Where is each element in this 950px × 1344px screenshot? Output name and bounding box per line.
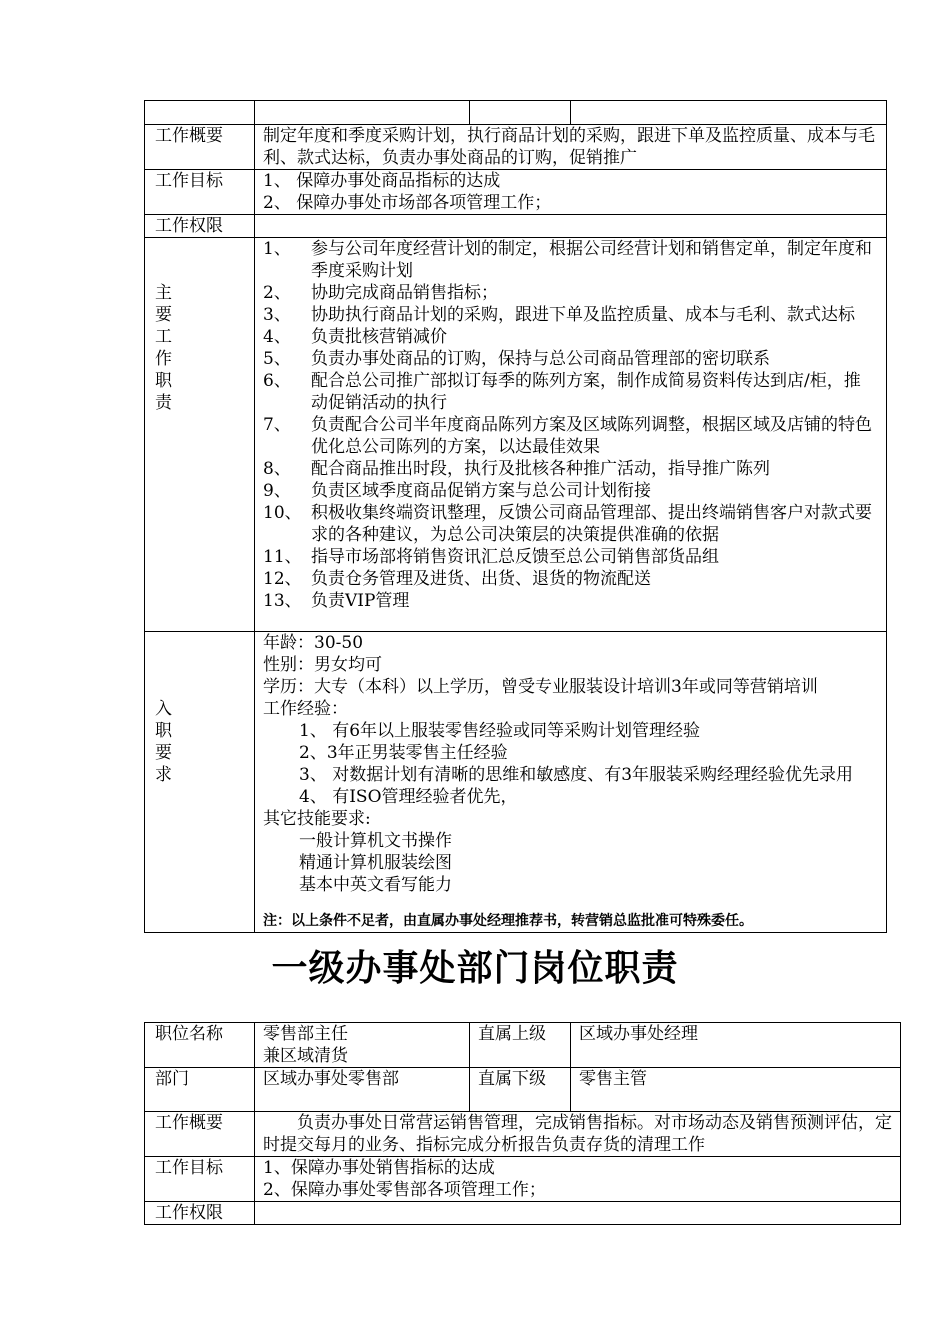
table-row xyxy=(145,1202,901,1225)
position-value xyxy=(255,1023,470,1068)
label-char: 求 xyxy=(155,765,172,785)
duty-number: 7、 xyxy=(263,415,291,435)
duty-text: 参与公司年度经营计划的制定，根据公司经营计划和销售定单，制定年度和季度采购计划 xyxy=(311,239,872,281)
table-row xyxy=(145,215,887,238)
duty-number: 8、 xyxy=(263,459,291,479)
label-char: 要 xyxy=(155,743,172,763)
list-item xyxy=(263,458,876,480)
duty-text: 协助执行商品计划的采购，跟进下单及监控质量、成本与毛利、款式达标 xyxy=(311,305,855,325)
goal-item: 1、保障办事处销售指标的达成 xyxy=(263,1158,495,1178)
req-education: 学历：大专（本科）以上学历，曾受专业服装设计培训3年或同等营销培训 xyxy=(263,677,818,697)
duty-text: 配合商品推出时段，执行及批核各种推广活动，指导推广陈列 xyxy=(311,459,770,479)
overview-text: 制定年度和季度采购计划，执行商品计划的采购，跟进下单及监控质量、成本与毛利、款式达标，负责办事处商品的订购，促销推广 xyxy=(255,125,887,170)
duty-text: 负责VIP管理 xyxy=(311,591,410,611)
superior-value: 区域办事处经理 xyxy=(571,1023,901,1068)
table-row xyxy=(145,1068,901,1112)
duty-number: 1、 xyxy=(263,239,291,259)
label-char: 工 xyxy=(155,327,172,347)
duty-text: 配合总公司推广部拟订每季的陈列方案，制作成简易资料传达到店/柜，推动促销活动的执行 xyxy=(311,371,861,413)
goal-item: 1、 保障办事处商品指标的达成 xyxy=(263,171,501,191)
list-item: 一般计算机文书操作 xyxy=(299,831,452,851)
subordinate-value: 零售主管 xyxy=(571,1068,901,1112)
goals-cell xyxy=(255,1157,901,1202)
requirements-cell xyxy=(255,632,887,933)
duty-text: 负责批核营销减价 xyxy=(311,327,447,347)
department-value: 区域办事处零售部 xyxy=(255,1068,470,1112)
duty-number: 13、 xyxy=(263,591,302,611)
duty-text: 负责仓务管理及进货、出货、退货的物流配送 xyxy=(311,569,651,589)
list-item xyxy=(263,546,876,568)
label-char: 主 xyxy=(155,283,172,303)
duty-text: 负责办事处商品的订购，保持与总公司商品管理部的密切联系 xyxy=(311,349,770,369)
empty-cell xyxy=(145,101,255,125)
duty-text: 指导市场部将销售资讯汇总反馈至总公司销售部货品组 xyxy=(311,547,719,567)
list-item: 精通计算机服装绘图 xyxy=(299,853,452,873)
duty-number: 6、 xyxy=(263,371,291,391)
section-heading: 一级办事处部门岗位职责 xyxy=(271,948,679,989)
duty-number: 3、 xyxy=(263,305,291,325)
table-row xyxy=(145,125,887,170)
label-char: 入 xyxy=(155,699,172,719)
list-item xyxy=(263,282,876,304)
goal-item: 2、 保障办事处市场部各项管理工作； xyxy=(263,193,552,213)
table-row xyxy=(145,238,887,632)
duty-number: 5、 xyxy=(263,349,291,369)
list-item xyxy=(263,326,876,348)
list-item: 1、 有6年以上服装零售经验或同等采购计划管理经验 xyxy=(299,721,701,741)
duty-number: 9、 xyxy=(263,481,291,501)
req-skills-title: 其它技能要求: xyxy=(263,809,371,829)
list-item xyxy=(263,502,876,546)
goals-cell xyxy=(255,170,887,215)
authority-value xyxy=(255,215,887,238)
duty-number: 2、 xyxy=(263,283,291,303)
duties-label xyxy=(145,238,255,632)
list-item xyxy=(263,590,876,612)
duty-number: 10、 xyxy=(263,503,302,523)
duty-number: 12、 xyxy=(263,569,302,589)
subordinate-label: 直属下级 xyxy=(470,1068,571,1112)
position-label: 职位名称 xyxy=(145,1023,255,1068)
goals-label: 工作目标 xyxy=(145,170,255,215)
authority-label: 工作权限 xyxy=(145,215,255,238)
list-item xyxy=(263,480,876,502)
position-line: 零售部主任 xyxy=(263,1024,348,1044)
goals-label: 工作目标 xyxy=(145,1157,255,1202)
table-row xyxy=(145,170,887,215)
superior-label: 直属上级 xyxy=(470,1023,571,1068)
overview-text: 负责办事处日常营运销售管理，完成销售指标。对市场动态及销售预测评估，定时提交每月的业务、指标完成分析报告负责存货的清理工作 xyxy=(255,1112,901,1157)
label-char: 作 xyxy=(155,349,172,369)
list-item xyxy=(263,304,876,326)
empty-cell xyxy=(255,101,470,125)
table-row xyxy=(145,1023,901,1068)
duty-text: 协助完成商品销售指标； xyxy=(311,283,498,303)
list-item xyxy=(263,414,876,458)
empty-cell xyxy=(470,101,571,125)
department-label: 部门 xyxy=(145,1068,255,1112)
position-line: 兼区域清货 xyxy=(263,1046,348,1066)
goal-item: 2、保障办事处零售部各项管理工作； xyxy=(263,1180,546,1200)
req-note: 注：以上条件不足者，由直属办事处经理推荐书，转营销总监批准可特殊委任。 xyxy=(263,913,753,929)
overview-label: 工作概要 xyxy=(145,125,255,170)
job-table-1 xyxy=(144,100,887,933)
table-row xyxy=(145,632,887,933)
table-row xyxy=(145,1157,901,1202)
authority-value xyxy=(255,1202,901,1225)
duty-number: 4、 xyxy=(263,327,291,347)
list-item xyxy=(263,370,876,414)
duty-text: 积极收集终端资讯整理，反馈公司商品管理部、提出终端销售客户对款式要求的各种建议，为总公司决策层的决策提供准确的依据 xyxy=(311,503,872,545)
label-char: 职 xyxy=(155,721,172,741)
duty-text: 负责区域季度商品促销方案与总公司计划衔接 xyxy=(311,481,651,501)
list-item: 基本中英文看写能力 xyxy=(299,875,452,895)
duty-text: 负责配合公司半年度商品陈列方案及区域陈列调整，根据区域及店铺的特色优化总公司陈列的方案，以达最佳效果 xyxy=(311,415,872,457)
label-char: 要 xyxy=(155,305,172,325)
list-item: 4、 有ISO管理经验者优先， xyxy=(299,787,518,807)
authority-label: 工作权限 xyxy=(145,1202,255,1225)
requirements-label xyxy=(145,632,255,933)
list-item xyxy=(263,238,876,282)
req-age: 年龄：30-50 xyxy=(263,633,364,653)
list-item xyxy=(263,568,876,590)
empty-cell xyxy=(571,101,887,125)
job-table-2 xyxy=(144,1022,901,1225)
label-char: 职 xyxy=(155,371,172,391)
list-item xyxy=(263,348,876,370)
overview-label: 工作概要 xyxy=(145,1112,255,1157)
list-item: 2、3年正男装零售主任经验 xyxy=(299,743,508,763)
list-item: 3、 对数据计划有清晰的思维和敏感度、有3年服装采购经理经验优先录用 xyxy=(299,765,854,785)
table-row xyxy=(145,101,887,125)
label-char: 责 xyxy=(155,393,172,413)
duty-number: 11、 xyxy=(263,547,302,567)
table-row xyxy=(145,1112,901,1157)
duties-list xyxy=(255,238,887,632)
req-gender: 性别：男女均可 xyxy=(263,655,382,675)
req-experience-title: 工作经验： xyxy=(263,699,348,719)
